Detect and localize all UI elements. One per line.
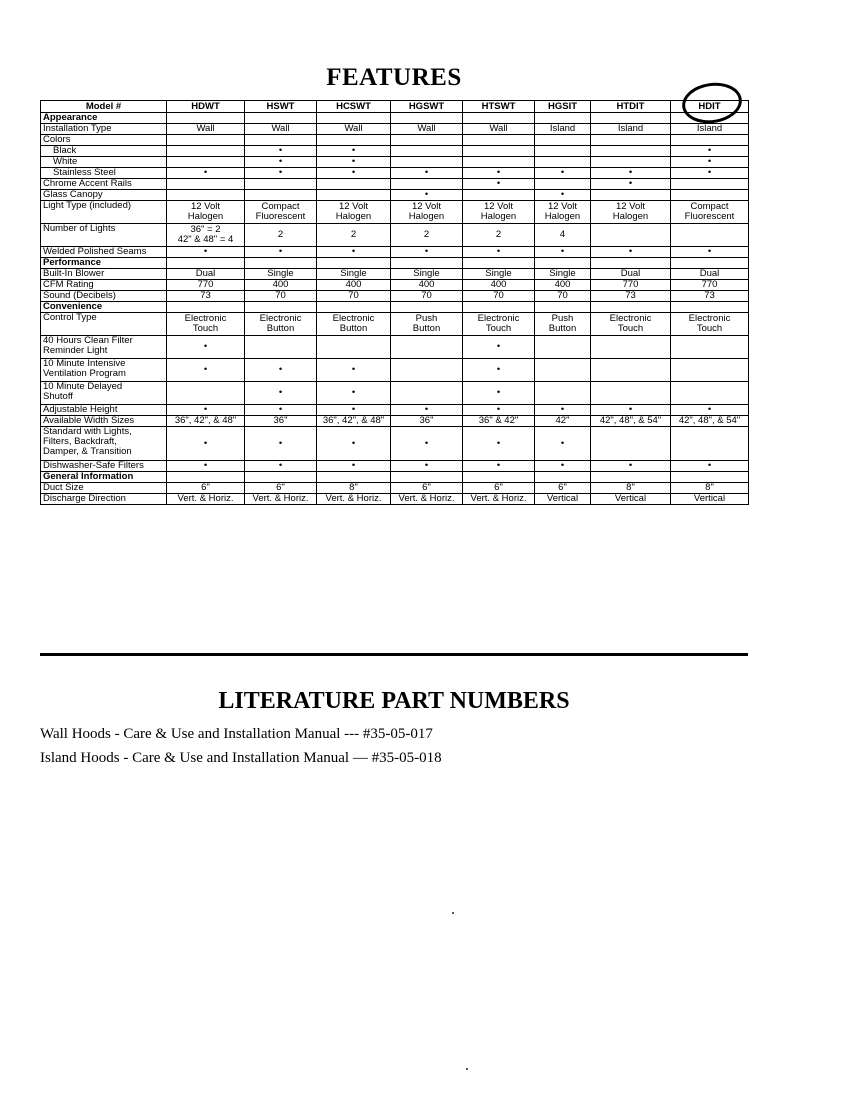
feature-value xyxy=(463,146,535,157)
header-model: HTSWT xyxy=(463,101,535,113)
feature-value: Compact Fluorescent xyxy=(245,201,317,224)
feature-row xyxy=(41,336,749,359)
feature-value: • xyxy=(245,168,317,179)
feature-value xyxy=(535,179,591,190)
feature-value: 42", 48", & 54" xyxy=(671,416,749,427)
feature-label: Adjustable Height xyxy=(41,405,167,416)
feature-value xyxy=(167,135,245,146)
feature-value: Wall xyxy=(317,124,391,135)
feature-label: White xyxy=(41,157,167,168)
feature-value: • xyxy=(671,168,749,179)
section-row xyxy=(41,472,749,483)
feature-value xyxy=(317,472,391,483)
header-model: HDIT xyxy=(671,101,749,113)
header-model: HGSWT xyxy=(391,101,463,113)
feature-value: Dual xyxy=(167,269,245,280)
feature-label: Light Type (included) xyxy=(41,201,167,224)
feature-value: • xyxy=(391,168,463,179)
feature-value xyxy=(671,179,749,190)
feature-value: 12 Volt Halogen xyxy=(317,201,391,224)
feature-value: Island xyxy=(671,124,749,135)
feature-row xyxy=(41,416,749,427)
feature-value: • xyxy=(463,168,535,179)
section-row xyxy=(41,113,749,124)
feature-value xyxy=(317,302,391,313)
feature-value xyxy=(671,427,749,461)
feature-value xyxy=(535,359,591,382)
feature-label: Installation Type xyxy=(41,124,167,135)
feature-label: 10 Minute Delayed Shutoff xyxy=(41,382,167,405)
feature-value: Vertical xyxy=(535,494,591,505)
feature-value xyxy=(463,113,535,124)
feature-row xyxy=(41,124,749,135)
feature-value: 70 xyxy=(463,291,535,302)
feature-value: Vert. & Horiz. xyxy=(391,494,463,505)
feature-value xyxy=(245,258,317,269)
feature-value: Single xyxy=(245,269,317,280)
feature-value: 36", 42", & 48" xyxy=(317,416,391,427)
feature-value: Vertical xyxy=(671,494,749,505)
feature-value xyxy=(391,258,463,269)
feature-value: Single xyxy=(463,269,535,280)
feature-value xyxy=(535,336,591,359)
feature-value xyxy=(245,113,317,124)
feature-value: 8" xyxy=(671,483,749,494)
feature-value xyxy=(671,224,749,247)
feature-value xyxy=(391,113,463,124)
feature-label: General Information xyxy=(41,472,167,483)
feature-value xyxy=(167,302,245,313)
feature-value: 70 xyxy=(391,291,463,302)
feature-value xyxy=(671,190,749,201)
feature-value: Electronic Touch xyxy=(167,313,245,336)
feature-label: Discharge Direction xyxy=(41,494,167,505)
feature-value xyxy=(317,179,391,190)
feature-value: • xyxy=(317,405,391,416)
feature-value: Vert. & Horiz. xyxy=(167,494,245,505)
feature-label: Duct Size xyxy=(41,483,167,494)
feature-row xyxy=(41,382,749,405)
feature-value: 12 Volt Halogen xyxy=(167,201,245,224)
section-divider xyxy=(40,653,748,656)
feature-value xyxy=(167,382,245,405)
feature-value: 6" xyxy=(463,483,535,494)
feature-value xyxy=(463,135,535,146)
feature-label: 10 Minute Intensive Ventilation Program xyxy=(41,359,167,382)
feature-value: • xyxy=(671,461,749,472)
feature-value: 6" xyxy=(391,483,463,494)
feature-value: 73 xyxy=(671,291,749,302)
feature-label: Stainless Steel xyxy=(41,168,167,179)
feature-value: • xyxy=(245,359,317,382)
feature-value: Wall xyxy=(167,124,245,135)
feature-value: • xyxy=(317,146,391,157)
feature-value: • xyxy=(245,461,317,472)
features-table xyxy=(40,100,749,505)
feature-value: • xyxy=(167,168,245,179)
header-model-label: Model # xyxy=(41,101,167,113)
scan-speck xyxy=(466,1068,468,1070)
feature-label: Colors xyxy=(41,135,167,146)
feature-value: 400 xyxy=(463,280,535,291)
feature-value: 400 xyxy=(317,280,391,291)
feature-value: • xyxy=(535,461,591,472)
feature-value xyxy=(317,190,391,201)
feature-value: 2 xyxy=(245,224,317,247)
feature-value: • xyxy=(317,157,391,168)
feature-value: • xyxy=(671,157,749,168)
feature-value: • xyxy=(463,405,535,416)
feature-value: Single xyxy=(391,269,463,280)
feature-value: Dual xyxy=(671,269,749,280)
feature-value xyxy=(591,224,671,247)
feature-value: 12 Volt Halogen xyxy=(535,201,591,224)
feature-value xyxy=(391,382,463,405)
feature-value xyxy=(463,190,535,201)
feature-value: • xyxy=(535,427,591,461)
feature-row xyxy=(41,179,749,190)
feature-value: 73 xyxy=(591,291,671,302)
feature-value: 2 xyxy=(317,224,391,247)
feature-value: • xyxy=(391,405,463,416)
feature-value xyxy=(535,472,591,483)
feature-value xyxy=(317,336,391,359)
feature-value: • xyxy=(167,359,245,382)
feature-row xyxy=(41,247,749,258)
feature-row xyxy=(41,269,749,280)
feature-value xyxy=(317,258,391,269)
feature-row xyxy=(41,313,749,336)
feature-value: 6" xyxy=(535,483,591,494)
feature-value: Island xyxy=(535,124,591,135)
feature-label: Chrome Accent Rails xyxy=(41,179,167,190)
feature-value: • xyxy=(245,247,317,258)
feature-value xyxy=(591,427,671,461)
feature-value: • xyxy=(463,427,535,461)
feature-value: 42" xyxy=(535,416,591,427)
feature-value xyxy=(391,179,463,190)
feature-value: Vertical xyxy=(591,494,671,505)
feature-value: Vert. & Horiz. xyxy=(317,494,391,505)
feature-value: • xyxy=(535,190,591,201)
feature-label: Welded Polished Seams xyxy=(41,247,167,258)
feature-value: 770 xyxy=(671,280,749,291)
feature-value: • xyxy=(317,247,391,258)
feature-value: 400 xyxy=(245,280,317,291)
feature-label: 40 Hours Clean Filter Reminder Light xyxy=(41,336,167,359)
feature-row xyxy=(41,405,749,416)
feature-label: Available Width Sizes xyxy=(41,416,167,427)
feature-value xyxy=(535,258,591,269)
feature-value xyxy=(671,472,749,483)
feature-value xyxy=(167,258,245,269)
feature-value: 70 xyxy=(535,291,591,302)
feature-value xyxy=(591,157,671,168)
feature-value: 400 xyxy=(391,280,463,291)
feature-value: Vert. & Horiz. xyxy=(245,494,317,505)
feature-row xyxy=(41,135,749,146)
feature-value: • xyxy=(591,461,671,472)
feature-value xyxy=(591,190,671,201)
feature-value: • xyxy=(167,336,245,359)
header-model: HSWT xyxy=(245,101,317,113)
feature-label: Dishwasher-Safe Filters xyxy=(41,461,167,472)
feature-value xyxy=(245,190,317,201)
feature-value: Electronic Touch xyxy=(671,313,749,336)
feature-value: • xyxy=(167,247,245,258)
feature-value: • xyxy=(391,427,463,461)
feature-value xyxy=(591,113,671,124)
feature-value: Electronic Button xyxy=(317,313,391,336)
feature-value xyxy=(591,146,671,157)
feature-value xyxy=(671,135,749,146)
feature-value: • xyxy=(245,146,317,157)
feature-value: • xyxy=(167,461,245,472)
feature-value xyxy=(591,302,671,313)
feature-value xyxy=(463,258,535,269)
feature-value xyxy=(535,157,591,168)
feature-row xyxy=(41,157,749,168)
scan-speck xyxy=(452,912,454,914)
section-row xyxy=(41,302,749,313)
feature-row xyxy=(41,146,749,157)
feature-value: 4 xyxy=(535,224,591,247)
literature-title: LITERATURE PART NUMBERS xyxy=(218,688,570,714)
feature-value: 770 xyxy=(167,280,245,291)
feature-value: Electronic Button xyxy=(245,313,317,336)
feature-value: • xyxy=(167,427,245,461)
feature-row xyxy=(41,224,749,247)
feature-value xyxy=(591,336,671,359)
feature-value xyxy=(167,179,245,190)
feature-value: 70 xyxy=(245,291,317,302)
feature-value: • xyxy=(317,359,391,382)
feature-value: 36" = 2 42" & 48" = 4 xyxy=(167,224,245,247)
feature-value xyxy=(391,359,463,382)
feature-value: 36" & 42" xyxy=(463,416,535,427)
feature-value: Single xyxy=(535,269,591,280)
feature-value: • xyxy=(317,427,391,461)
feature-value: Electronic Touch xyxy=(463,313,535,336)
feature-row xyxy=(41,359,749,382)
feature-value: Push Button xyxy=(535,313,591,336)
feature-value xyxy=(167,157,245,168)
feature-value: • xyxy=(463,461,535,472)
feature-value xyxy=(167,146,245,157)
feature-value: 73 xyxy=(167,291,245,302)
feature-value: • xyxy=(317,382,391,405)
feature-value: • xyxy=(463,247,535,258)
feature-value: Dual xyxy=(591,269,671,280)
feature-value: • xyxy=(535,168,591,179)
feature-value: 2 xyxy=(391,224,463,247)
feature-value: 770 xyxy=(591,280,671,291)
feature-value: Wall xyxy=(245,124,317,135)
feature-label: Number of Lights xyxy=(41,224,167,247)
feature-value xyxy=(463,472,535,483)
feature-value: • xyxy=(591,247,671,258)
literature-line-island: Island Hoods - Care & Use and Installation Manual — #35-05-018 xyxy=(40,750,442,766)
feature-value xyxy=(391,472,463,483)
feature-value: 6" xyxy=(245,483,317,494)
feature-value: • xyxy=(463,359,535,382)
header-model: HGSIT xyxy=(535,101,591,113)
feature-value: Compact Fluorescent xyxy=(671,201,749,224)
feature-label: Performance xyxy=(41,258,167,269)
feature-value xyxy=(391,157,463,168)
feature-label: Sound (Decibels) xyxy=(41,291,167,302)
feature-value: • xyxy=(463,179,535,190)
feature-value xyxy=(167,472,245,483)
header-model: HCSWT xyxy=(317,101,391,113)
feature-value xyxy=(535,135,591,146)
feature-value: 12 Volt Halogen xyxy=(391,201,463,224)
feature-row xyxy=(41,291,749,302)
feature-value: • xyxy=(671,405,749,416)
feature-value: • xyxy=(245,382,317,405)
feature-value xyxy=(535,302,591,313)
feature-value xyxy=(391,146,463,157)
feature-value: • xyxy=(317,461,391,472)
feature-value xyxy=(591,258,671,269)
feature-value xyxy=(591,359,671,382)
feature-value xyxy=(463,157,535,168)
feature-label: Control Type xyxy=(41,313,167,336)
feature-row xyxy=(41,280,749,291)
feature-value xyxy=(671,302,749,313)
feature-value: • xyxy=(535,247,591,258)
feature-label: Built-In Blower xyxy=(41,269,167,280)
feature-row xyxy=(41,494,749,505)
feature-value: • xyxy=(591,168,671,179)
feature-value: Push Button xyxy=(391,313,463,336)
feature-value: • xyxy=(391,190,463,201)
feature-value xyxy=(245,336,317,359)
feature-value: Island xyxy=(591,124,671,135)
feature-value xyxy=(535,113,591,124)
feature-value xyxy=(671,258,749,269)
feature-value: 70 xyxy=(317,291,391,302)
feature-value xyxy=(463,302,535,313)
feature-value: • xyxy=(245,157,317,168)
feature-value: Wall xyxy=(463,124,535,135)
feature-value: • xyxy=(463,336,535,359)
feature-value xyxy=(671,336,749,359)
literature-line-wall: Wall Hoods - Care & Use and Installation Manual --- #35-05-017 xyxy=(40,726,433,742)
feature-value: 2 xyxy=(463,224,535,247)
section-row xyxy=(41,258,749,269)
feature-row xyxy=(41,483,749,494)
feature-value: 8" xyxy=(317,483,391,494)
feature-value: • xyxy=(535,405,591,416)
feature-value xyxy=(317,113,391,124)
feature-value xyxy=(671,359,749,382)
feature-value: 12 Volt Halogen xyxy=(463,201,535,224)
feature-row xyxy=(41,168,749,179)
feature-value: • xyxy=(317,168,391,179)
feature-value xyxy=(535,146,591,157)
feature-row xyxy=(41,461,749,472)
feature-value xyxy=(535,382,591,405)
feature-value: 6" xyxy=(167,483,245,494)
feature-value: 400 xyxy=(535,280,591,291)
feature-value: • xyxy=(245,405,317,416)
feature-value: 42", 48", & 54" xyxy=(591,416,671,427)
header-row xyxy=(41,101,749,113)
feature-value xyxy=(591,135,671,146)
features-title: FEATURES xyxy=(326,64,462,91)
feature-row xyxy=(41,201,749,224)
header-model: HTDIT xyxy=(591,101,671,113)
feature-label: Appearance xyxy=(41,113,167,124)
feature-value: • xyxy=(391,461,463,472)
feature-value: 12 Volt Halogen xyxy=(591,201,671,224)
feature-row xyxy=(41,190,749,201)
header-model: HDWT xyxy=(167,101,245,113)
feature-value xyxy=(167,190,245,201)
feature-value: 36" xyxy=(245,416,317,427)
feature-label: CFM Rating xyxy=(41,280,167,291)
feature-label: Standard with Lights, Filters, Backdraft, Damper, & Transition xyxy=(41,427,167,461)
feature-value: • xyxy=(591,179,671,190)
feature-value: 8" xyxy=(591,483,671,494)
feature-value xyxy=(317,135,391,146)
feature-value xyxy=(391,336,463,359)
feature-value: 36" xyxy=(391,416,463,427)
feature-value: Single xyxy=(317,269,391,280)
feature-row xyxy=(41,427,749,461)
feature-value xyxy=(591,382,671,405)
feature-value: Electronic Touch xyxy=(591,313,671,336)
feature-value xyxy=(245,179,317,190)
feature-value: • xyxy=(671,247,749,258)
feature-label: Convenience xyxy=(41,302,167,313)
feature-value: • xyxy=(591,405,671,416)
feature-value: • xyxy=(391,247,463,258)
feature-value: Wall xyxy=(391,124,463,135)
feature-value: • xyxy=(463,382,535,405)
feature-value xyxy=(391,135,463,146)
feature-value xyxy=(591,472,671,483)
feature-value xyxy=(245,135,317,146)
feature-value xyxy=(671,382,749,405)
feature-value: • xyxy=(245,427,317,461)
feature-value xyxy=(245,472,317,483)
feature-value xyxy=(167,113,245,124)
feature-value xyxy=(391,302,463,313)
feature-value xyxy=(245,302,317,313)
feature-value: Vert. & Horiz. xyxy=(463,494,535,505)
feature-value: 36", 42", & 48" xyxy=(167,416,245,427)
feature-label: Black xyxy=(41,146,167,157)
feature-value: • xyxy=(167,405,245,416)
feature-value: • xyxy=(671,146,749,157)
feature-label: Glass Canopy xyxy=(41,190,167,201)
